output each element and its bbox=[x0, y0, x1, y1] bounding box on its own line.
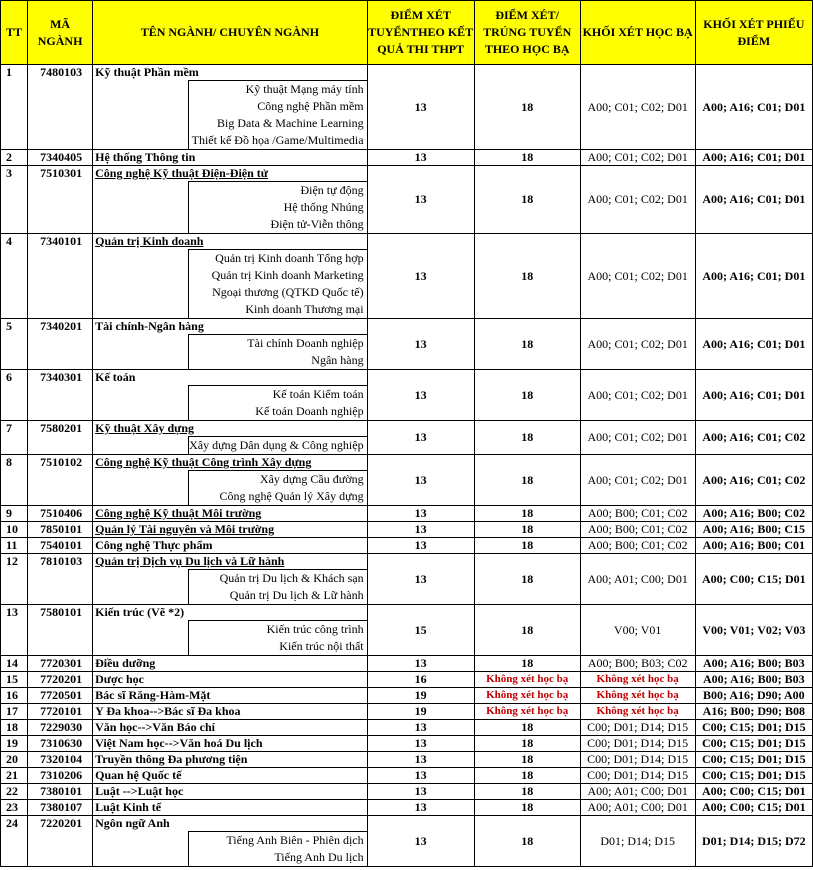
row-major bbox=[93, 234, 368, 319]
row-hocba-score: 18 bbox=[474, 522, 580, 538]
row-major bbox=[93, 605, 368, 656]
row-tt: 19 bbox=[1, 736, 28, 752]
major-title: Việt Nam học-->Văn hoá Du lịch bbox=[95, 736, 263, 750]
specialization-item: Công nghệ Quản lý Xây dựng bbox=[219, 489, 364, 503]
row-tt: 24 bbox=[1, 816, 28, 867]
major-title: Kỹ thuật Xây dựng bbox=[95, 421, 194, 435]
row-code: 7310630 bbox=[28, 736, 93, 752]
row-code: 7580201 bbox=[28, 421, 93, 455]
row-code: 7510406 bbox=[28, 506, 93, 522]
specializations bbox=[188, 831, 367, 866]
major-title: Dược học bbox=[95, 672, 144, 686]
row-thpt-score: 13 bbox=[367, 421, 474, 455]
major-title: Bác sĩ Răng-Hàm-Mặt bbox=[95, 688, 211, 702]
row-hocba-score: 18 bbox=[474, 720, 580, 736]
row-code: 7220201 bbox=[28, 816, 93, 867]
row-thpt-score: 13 bbox=[367, 816, 474, 867]
row-code: 7510102 bbox=[28, 455, 93, 506]
row-khoi-hocba: C00; D01; D14; D15 bbox=[580, 736, 695, 752]
row-thpt-score: 13 bbox=[367, 736, 474, 752]
major-title: Văn học-->Văn Báo chí bbox=[95, 720, 215, 734]
row-thpt-score: 13 bbox=[367, 319, 474, 370]
table-row bbox=[1, 752, 813, 768]
major-title: Luật Kinh tế bbox=[95, 800, 162, 814]
table-row bbox=[1, 319, 813, 370]
table-row bbox=[1, 816, 813, 867]
row-khoi-hocba: A00; A01; C00; D01 bbox=[580, 800, 695, 816]
row-khoi-hocba: V00; V01 bbox=[580, 605, 695, 656]
major-title: Kế toán bbox=[95, 370, 136, 384]
row-thpt-score: 16 bbox=[367, 672, 474, 688]
row-major bbox=[93, 65, 368, 150]
row-tt: 20 bbox=[1, 752, 28, 768]
row-thpt-score: 19 bbox=[367, 688, 474, 704]
row-khoi-hocba: A00; C01; C02; D01 bbox=[580, 65, 695, 150]
table-row bbox=[1, 672, 813, 688]
row-tt: 17 bbox=[1, 704, 28, 720]
row-khoi-phieu-diem: C00; C15; D01; D15 bbox=[695, 736, 812, 752]
row-khoi-phieu-diem: A00; C00; C15; D01 bbox=[695, 800, 812, 816]
row-thpt-score: 13 bbox=[367, 455, 474, 506]
row-tt: 16 bbox=[1, 688, 28, 704]
row-hocba-score: Không xét học bạ bbox=[474, 688, 580, 704]
specialization-item: Quản trị Kinh doanh Tổng hợp bbox=[215, 251, 364, 265]
row-khoi-hocba: D01; D14; D15 bbox=[580, 816, 695, 867]
major-title: Quản lý Tài nguyên và Môi trường bbox=[95, 522, 275, 536]
table-row bbox=[1, 234, 813, 319]
specialization-item: Công nghệ Phần mềm bbox=[257, 99, 364, 113]
specialization-item: Xây dựng Cầu đường bbox=[259, 472, 364, 486]
row-khoi-hocba: C00; D01; D14; D15 bbox=[580, 768, 695, 784]
row-thpt-score: 13 bbox=[367, 166, 474, 234]
row-hocba-score: 18 bbox=[474, 554, 580, 605]
row-major bbox=[93, 800, 368, 816]
row-hocba-score: Không xét học bạ bbox=[474, 704, 580, 720]
row-thpt-score: 13 bbox=[367, 554, 474, 605]
header-row bbox=[1, 1, 813, 65]
table-row bbox=[1, 522, 813, 538]
row-tt: 3 bbox=[1, 166, 28, 234]
row-thpt-score: 13 bbox=[367, 538, 474, 554]
row-major bbox=[93, 736, 368, 752]
major-title: Luật -->Luật học bbox=[95, 784, 184, 798]
major-title: Công nghệ Thực phẩm bbox=[95, 538, 213, 552]
row-tt: 11 bbox=[1, 538, 28, 554]
major-title: Y Đa khoa-->Bác sĩ Đa khoa bbox=[95, 704, 241, 718]
row-code: 7229030 bbox=[28, 720, 93, 736]
row-thpt-score: 15 bbox=[367, 605, 474, 656]
specialization-item: Điện tử-Viễn thông bbox=[270, 217, 364, 231]
specialization-item: Ngân hàng bbox=[311, 353, 364, 367]
row-code: 7340201 bbox=[28, 319, 93, 370]
specializations bbox=[188, 334, 367, 369]
row-khoi-hocba: A00; C01; C02; D01 bbox=[580, 150, 695, 166]
row-major bbox=[93, 688, 368, 704]
row-khoi-phieu-diem: A00; A16; C01; D01 bbox=[695, 65, 812, 150]
row-major bbox=[93, 672, 368, 688]
specializations bbox=[188, 569, 367, 604]
row-khoi-hocba: Không xét học bạ bbox=[580, 688, 695, 704]
row-khoi-phieu-diem: A00; A16; C01; D01 bbox=[695, 150, 812, 166]
row-khoi-hocba: A00; B00; C01; C02 bbox=[580, 506, 695, 522]
row-tt: 1 bbox=[1, 65, 28, 150]
row-hocba-score: 18 bbox=[474, 370, 580, 421]
row-tt: 2 bbox=[1, 150, 28, 166]
row-thpt-score: 13 bbox=[367, 784, 474, 800]
row-khoi-hocba: Không xét học bạ bbox=[580, 672, 695, 688]
specialization-item: Tiếng Anh Du lịch bbox=[274, 850, 364, 864]
specialization-item: Big Data & Machine Learning bbox=[216, 116, 364, 130]
row-thpt-score: 13 bbox=[367, 234, 474, 319]
header-khoi-phieu-diem: KHỐI XÉT PHIẾU ĐIỂM bbox=[695, 1, 812, 65]
major-title: Hệ thống Thông tin bbox=[95, 150, 196, 164]
row-thpt-score: 13 bbox=[367, 800, 474, 816]
row-hocba-score: 18 bbox=[474, 234, 580, 319]
table-row bbox=[1, 704, 813, 720]
row-hocba-score: 18 bbox=[474, 455, 580, 506]
row-khoi-hocba: A00; A01; C00; D01 bbox=[580, 554, 695, 605]
row-khoi-hocba: A00; B00; B03; C02 bbox=[580, 656, 695, 672]
row-thpt-score: 13 bbox=[367, 522, 474, 538]
specialization-item: Ngoại thương (QTKD Quốc tế) bbox=[212, 285, 364, 299]
row-thpt-score: 19 bbox=[367, 704, 474, 720]
table-row bbox=[1, 688, 813, 704]
row-hocba-score: 18 bbox=[474, 816, 580, 867]
row-khoi-hocba: Không xét học bạ bbox=[580, 704, 695, 720]
row-hocba-score: 18 bbox=[474, 768, 580, 784]
row-code: 7720301 bbox=[28, 656, 93, 672]
row-khoi-hocba: A00; C01; C02; D01 bbox=[580, 166, 695, 234]
header-major: TÊN NGÀNH/ CHUYÊN NGÀNH bbox=[93, 1, 368, 65]
row-code: 7320104 bbox=[28, 752, 93, 768]
table-row bbox=[1, 768, 813, 784]
row-khoi-hocba: A00; B00; C01; C02 bbox=[580, 538, 695, 554]
row-khoi-phieu-diem: A00; C00; C15; D01 bbox=[695, 784, 812, 800]
header-thpt-score: ĐIỂM XÉT TUYỂNTHEO KẾT QUẢ THI THPT bbox=[367, 1, 474, 65]
major-title: Kỹ thuật Phần mềm bbox=[95, 65, 199, 79]
row-hocba-score: 18 bbox=[474, 65, 580, 150]
specialization-item: Quản trị Du lịch & Khách sạn bbox=[219, 571, 364, 585]
table-row bbox=[1, 656, 813, 672]
table-row bbox=[1, 554, 813, 605]
table-body bbox=[1, 65, 813, 867]
row-tt: 22 bbox=[1, 784, 28, 800]
row-tt: 7 bbox=[1, 421, 28, 455]
row-khoi-phieu-diem: A00; A16; C01; C02 bbox=[695, 421, 812, 455]
row-major bbox=[93, 538, 368, 554]
row-khoi-phieu-diem: A00; A16; B00; B03 bbox=[695, 656, 812, 672]
row-khoi-phieu-diem: A00; A16; B00; C02 bbox=[695, 506, 812, 522]
row-khoi-phieu-diem: A00; A16; B00; B03 bbox=[695, 672, 812, 688]
row-khoi-hocba: A00; C01; C02; D01 bbox=[580, 455, 695, 506]
row-tt: 6 bbox=[1, 370, 28, 421]
row-tt: 13 bbox=[1, 605, 28, 656]
row-code: 7720501 bbox=[28, 688, 93, 704]
specializations bbox=[188, 385, 367, 420]
row-thpt-score: 13 bbox=[367, 150, 474, 166]
row-code: 7340405 bbox=[28, 150, 93, 166]
row-khoi-phieu-diem: A00; A16; C01; D01 bbox=[695, 234, 812, 319]
specializations bbox=[188, 80, 367, 149]
row-khoi-phieu-diem: A16; B00; D90; B08 bbox=[695, 704, 812, 720]
table-row bbox=[1, 370, 813, 421]
row-khoi-hocba: C00; D01; D14; D15 bbox=[580, 752, 695, 768]
row-khoi-hocba: A00; C01; C02; D01 bbox=[580, 370, 695, 421]
row-major bbox=[93, 768, 368, 784]
row-major bbox=[93, 704, 368, 720]
row-major bbox=[93, 370, 368, 421]
specialization-item: Điện tự động bbox=[300, 183, 364, 197]
specialization-item: Quản trị Kinh doanh Marketing bbox=[211, 268, 364, 282]
specialization-item: Hệ thống Nhúng bbox=[283, 200, 364, 214]
row-hocba-score: 18 bbox=[474, 166, 580, 234]
table-row bbox=[1, 784, 813, 800]
table-row bbox=[1, 455, 813, 506]
row-tt: 12 bbox=[1, 554, 28, 605]
row-hocba-score: 18 bbox=[474, 421, 580, 455]
header-khoi-hocba: KHỐI XÉT HỌC BẠ bbox=[580, 1, 695, 65]
row-khoi-phieu-diem: A00; A16; B00; C15 bbox=[695, 522, 812, 538]
table-row bbox=[1, 736, 813, 752]
specialization-item: Kế toán Kiểm toán bbox=[272, 387, 364, 401]
row-major bbox=[93, 319, 368, 370]
table-row bbox=[1, 421, 813, 455]
specialization-item: Thiết kế Đồ họa /Game/Multimedia bbox=[191, 133, 364, 147]
row-major bbox=[93, 150, 368, 166]
row-hocba-score: 18 bbox=[474, 752, 580, 768]
row-thpt-score: 13 bbox=[367, 506, 474, 522]
major-title: Công nghệ Kỹ thuật Môi trường bbox=[95, 506, 262, 520]
specializations bbox=[188, 620, 367, 655]
row-thpt-score: 13 bbox=[367, 656, 474, 672]
row-major bbox=[93, 720, 368, 736]
row-code: 7340101 bbox=[28, 234, 93, 319]
row-code: 7340301 bbox=[28, 370, 93, 421]
row-code: 7380101 bbox=[28, 784, 93, 800]
row-khoi-hocba: A00; C01; C02; D01 bbox=[580, 319, 695, 370]
row-thpt-score: 13 bbox=[367, 65, 474, 150]
row-khoi-phieu-diem: A00; A16; C01; C02 bbox=[695, 455, 812, 506]
major-title: Quản trị Dịch vụ Du lịch và Lữ hành bbox=[95, 554, 285, 568]
row-tt: 14 bbox=[1, 656, 28, 672]
row-khoi-phieu-diem: A00; A16; C01; D01 bbox=[695, 319, 812, 370]
row-khoi-hocba: A00; A01; C00; D01 bbox=[580, 784, 695, 800]
row-major bbox=[93, 752, 368, 768]
row-khoi-phieu-diem: V00; V01; V02; V03 bbox=[695, 605, 812, 656]
major-title: Công nghệ Kỹ thuật Công trình Xây dựng bbox=[95, 455, 312, 469]
row-tt: 21 bbox=[1, 768, 28, 784]
row-tt: 8 bbox=[1, 455, 28, 506]
specialization-item: Kiến trúc công trình bbox=[266, 622, 364, 636]
row-tt: 23 bbox=[1, 800, 28, 816]
row-code: 7540101 bbox=[28, 538, 93, 554]
row-hocba-score: 18 bbox=[474, 736, 580, 752]
row-khoi-hocba: A00; C01; C02; D01 bbox=[580, 421, 695, 455]
header-hocba-score: ĐIỂM XÉT/ TRÚNG TUYỂN THEO HỌC BẠ bbox=[474, 1, 580, 65]
specialization-item: Kế toán Doanh nghiệp bbox=[255, 404, 364, 418]
row-khoi-phieu-diem: C00; C15; D01; D15 bbox=[695, 768, 812, 784]
row-khoi-phieu-diem: A00; A16; C01; D01 bbox=[695, 370, 812, 421]
table-row bbox=[1, 150, 813, 166]
specialization-item: Kinh doanh Thương mại bbox=[245, 302, 364, 316]
major-title: Truyền thông Đa phương tiện bbox=[95, 752, 248, 766]
row-hocba-score: 18 bbox=[474, 656, 580, 672]
row-hocba-score: 18 bbox=[474, 319, 580, 370]
row-code: 7720101 bbox=[28, 704, 93, 720]
row-hocba-score: Không xét học bạ bbox=[474, 672, 580, 688]
row-code: 7310206 bbox=[28, 768, 93, 784]
major-title: Quản trị Kinh doanh bbox=[95, 234, 204, 248]
row-major bbox=[93, 421, 368, 455]
specialization-item: Quản trị Du lịch & Lữ hành bbox=[229, 588, 364, 602]
row-major bbox=[93, 554, 368, 605]
row-hocba-score: 18 bbox=[474, 605, 580, 656]
specializations bbox=[188, 181, 367, 233]
row-khoi-phieu-diem: B00; A16; D90; A00 bbox=[695, 688, 812, 704]
row-khoi-phieu-diem: C00; C15; D01; D15 bbox=[695, 752, 812, 768]
row-thpt-score: 13 bbox=[367, 768, 474, 784]
specializations bbox=[188, 470, 367, 505]
specialization-item: Xây dựng Dân dụng & Công nghiệp bbox=[189, 438, 364, 452]
table-row bbox=[1, 538, 813, 554]
specialization-item: Tiếng Anh Biên - Phiên dịch bbox=[226, 833, 364, 847]
row-khoi-hocba: A00; C01; C02; D01 bbox=[580, 234, 695, 319]
row-hocba-score: 18 bbox=[474, 506, 580, 522]
specializations bbox=[188, 249, 367, 318]
table-row bbox=[1, 720, 813, 736]
row-khoi-phieu-diem: A00; C00; C15; D01 bbox=[695, 554, 812, 605]
specialization-item: Kiến trúc nội thất bbox=[279, 639, 364, 653]
header-code: MÃ NGÀNH bbox=[28, 1, 93, 65]
row-code: 7720201 bbox=[28, 672, 93, 688]
row-thpt-score: 13 bbox=[367, 720, 474, 736]
row-khoi-phieu-diem: C00; C15; D01; D15 bbox=[695, 720, 812, 736]
row-thpt-score: 13 bbox=[367, 370, 474, 421]
row-tt: 18 bbox=[1, 720, 28, 736]
row-tt: 10 bbox=[1, 522, 28, 538]
major-title: Điều dưỡng bbox=[95, 656, 156, 670]
row-major bbox=[93, 816, 368, 867]
row-thpt-score: 13 bbox=[367, 752, 474, 768]
major-title: Công nghệ Kỹ thuật Điện-Điện tử bbox=[95, 166, 268, 180]
row-hocba-score: 18 bbox=[474, 538, 580, 554]
row-khoi-hocba: A00; B00; C01; C02 bbox=[580, 522, 695, 538]
table-row bbox=[1, 605, 813, 656]
table-row bbox=[1, 506, 813, 522]
specialization-item: Kỹ thuật Mạng máy tính bbox=[245, 82, 364, 96]
row-code: 7380107 bbox=[28, 800, 93, 816]
specializations bbox=[188, 436, 367, 454]
row-major bbox=[93, 166, 368, 234]
row-khoi-phieu-diem: D01; D14; D15; D72 bbox=[695, 816, 812, 867]
table-row bbox=[1, 166, 813, 234]
row-major bbox=[93, 522, 368, 538]
row-tt: 9 bbox=[1, 506, 28, 522]
row-major bbox=[93, 506, 368, 522]
major-title: Tài chính-Ngân hàng bbox=[95, 319, 204, 333]
major-title: Quan hệ Quốc tế bbox=[95, 768, 182, 782]
table-row bbox=[1, 800, 813, 816]
row-code: 7810103 bbox=[28, 554, 93, 605]
row-tt: 4 bbox=[1, 234, 28, 319]
row-tt: 5 bbox=[1, 319, 28, 370]
header-tt: TT bbox=[1, 1, 28, 65]
table-row bbox=[1, 65, 813, 150]
row-code: 7850101 bbox=[28, 522, 93, 538]
row-hocba-score: 18 bbox=[474, 800, 580, 816]
row-major bbox=[93, 656, 368, 672]
row-code: 7580101 bbox=[28, 605, 93, 656]
major-title: Ngôn ngữ Anh bbox=[95, 816, 170, 830]
row-khoi-hocba: C00; D01; D14; D15 bbox=[580, 720, 695, 736]
row-major bbox=[93, 455, 368, 506]
row-code: 7510301 bbox=[28, 166, 93, 234]
row-khoi-phieu-diem: A00; A16; B00; C01 bbox=[695, 538, 812, 554]
row-hocba-score: 18 bbox=[474, 150, 580, 166]
major-title: Kiến trúc (Vẽ *2) bbox=[95, 605, 185, 619]
row-code: 7480103 bbox=[28, 65, 93, 150]
row-tt: 15 bbox=[1, 672, 28, 688]
row-khoi-phieu-diem: A00; A16; C01; D01 bbox=[695, 166, 812, 234]
row-major bbox=[93, 784, 368, 800]
specialization-item: Tài chính Doanh nghiệp bbox=[247, 336, 364, 350]
row-hocba-score: 18 bbox=[474, 784, 580, 800]
